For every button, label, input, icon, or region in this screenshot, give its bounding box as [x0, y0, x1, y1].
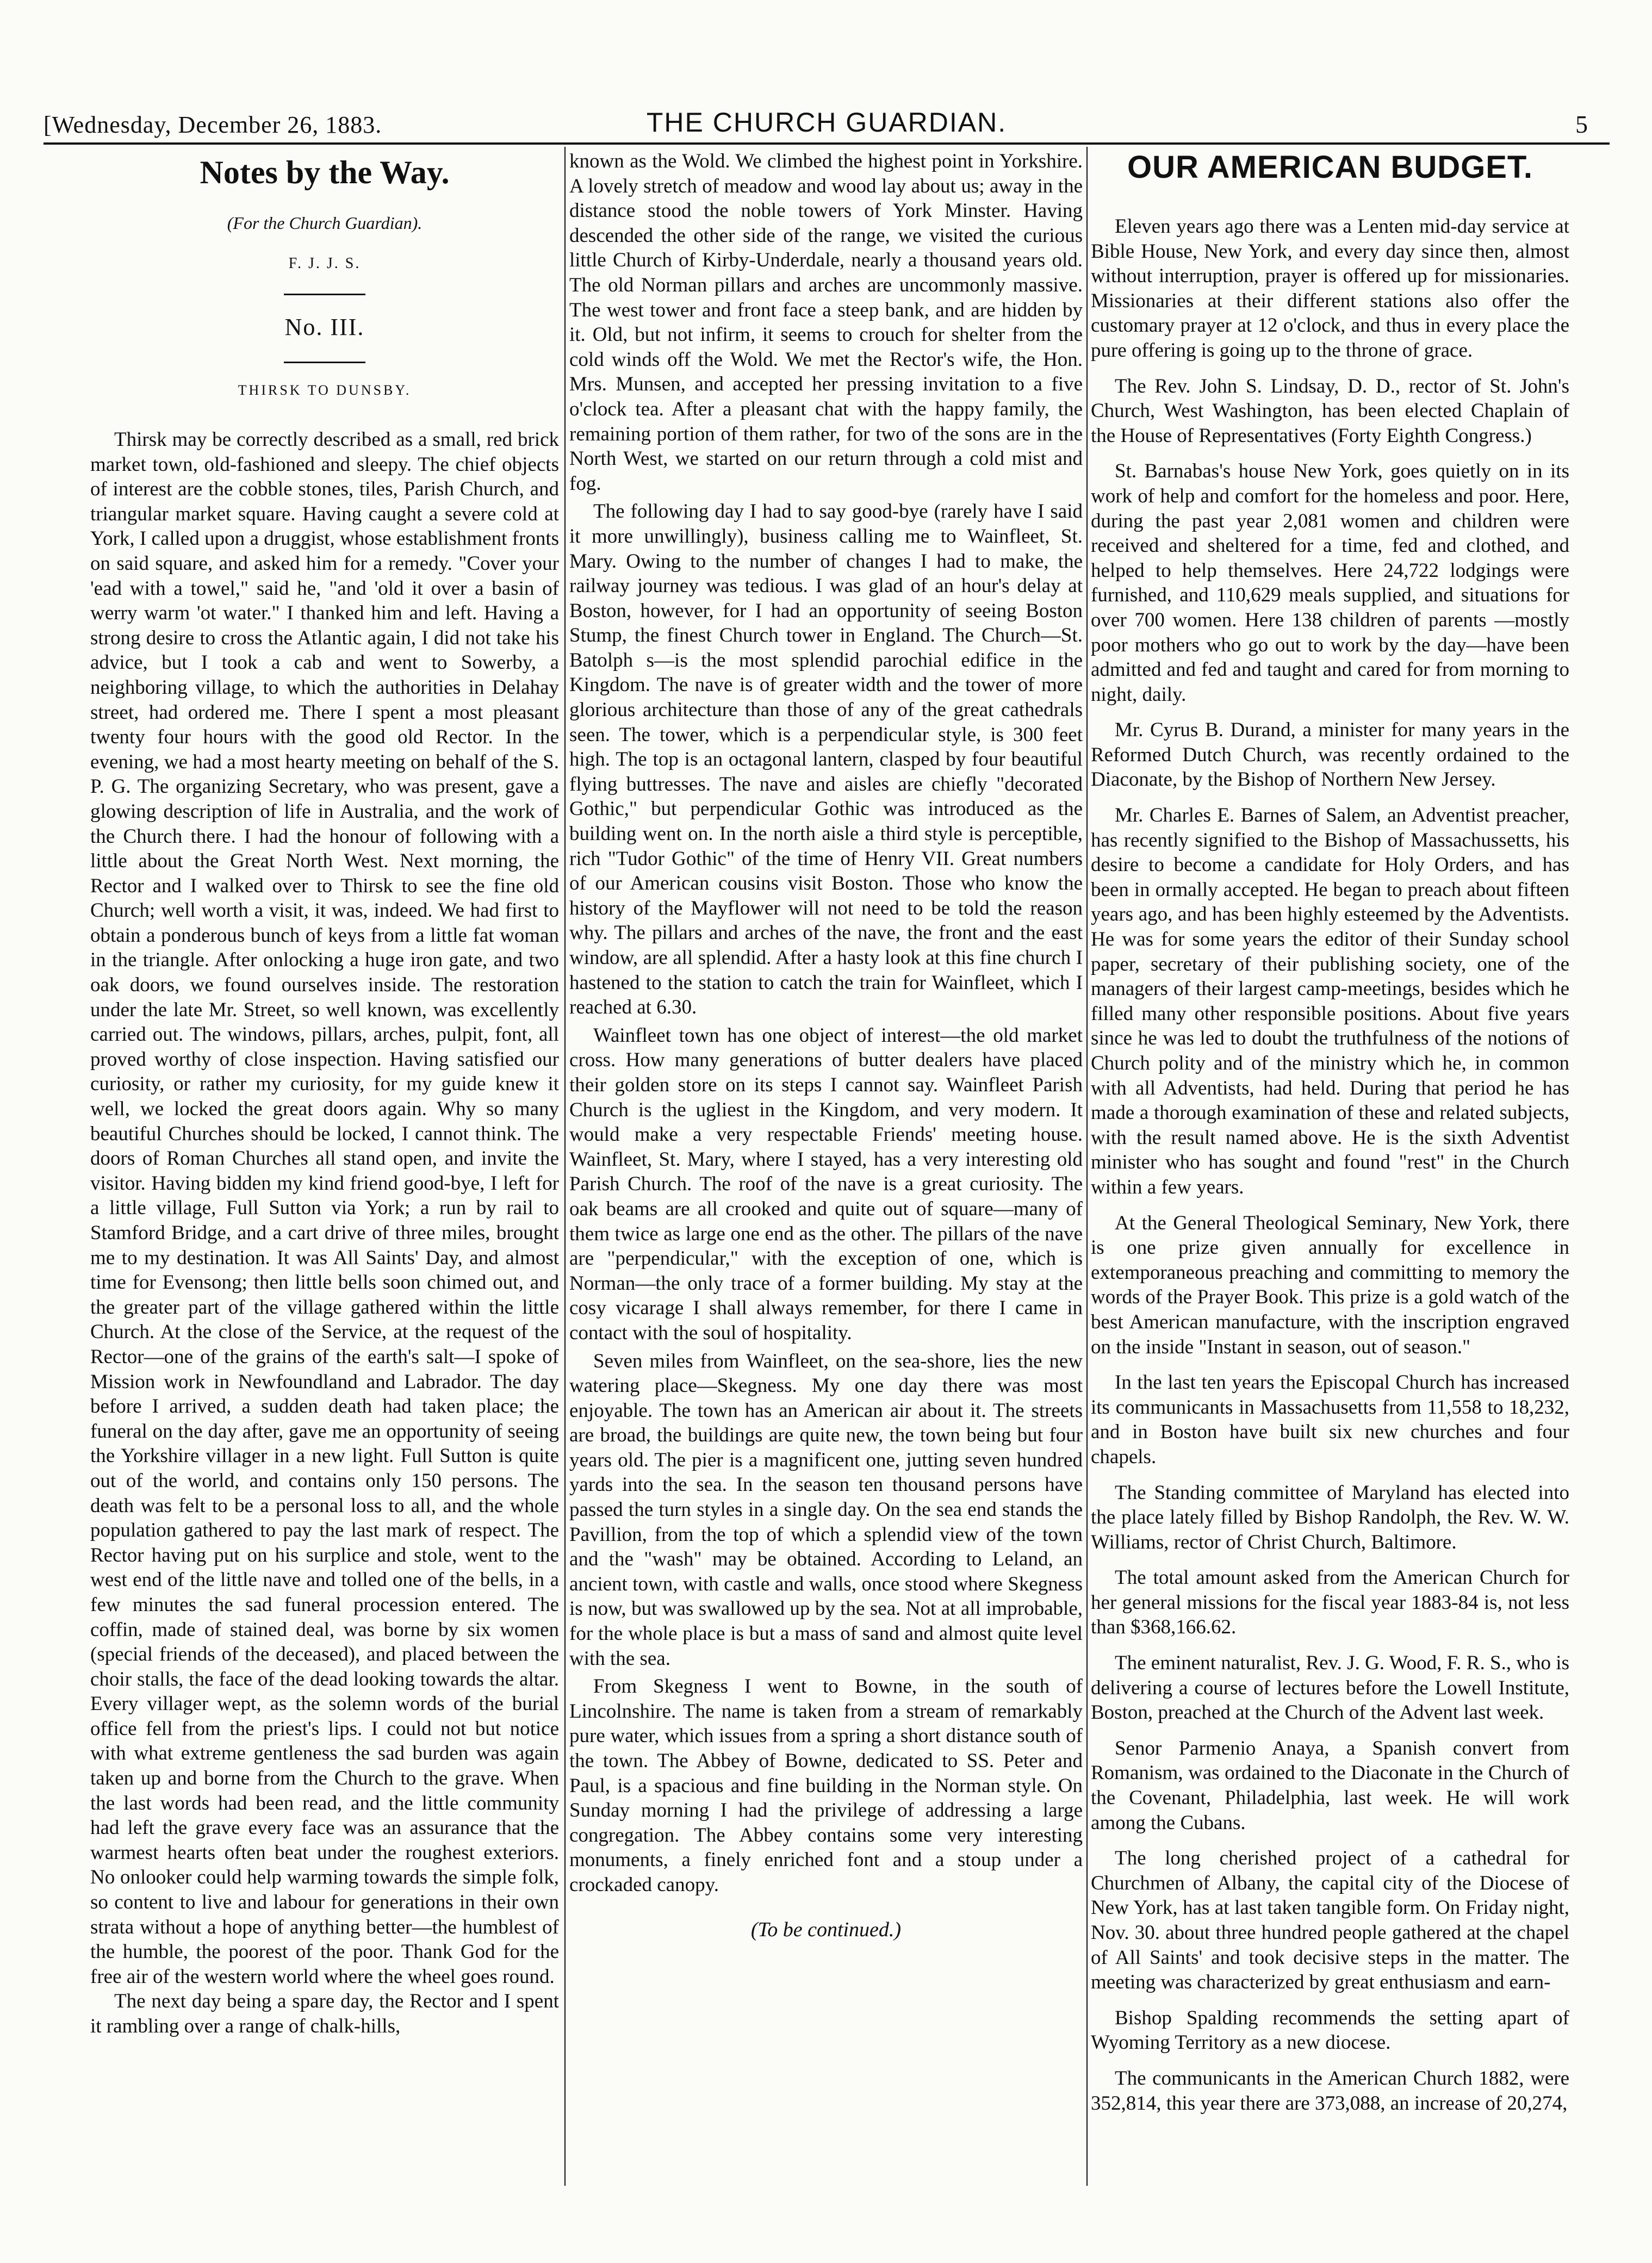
paragraph: At the General Theological Seminary, New York, there is one prize given annually for excellence in extemporaneous preaching and committing to memory the words of the Prayer Book. This prize is a gold watch of the best American manufacture, with the inscription engraved on the inside "Instant in season, out of season." — [1091, 1211, 1569, 1358]
page-number: 5 — [1575, 110, 1588, 138]
column-middle — [569, 149, 1083, 2204]
divider — [284, 294, 365, 295]
paragraph: The following day I had to say good-bye (rarely have I said it more unwillingly), business calling me to Wainfleet, St. Mary. Owing to the number of changes I had to make, the railway journey was tedious. I was glad of an hour's delay at Boston, however, for I had an opportunity of seeing Boston Stump, the finest Church tower in England. The Church—St. Batolph s—is the most splendid parochial edifice in the Kingdom. The nave is of greater width and the tower of more glorious architecture than those of any of the great cathedrals seen. The tower, which is a perpendicular style, is 300 feet high. The top is an octagonal lantern, clasped by four beautiful flying buttresses. The nave and aisles are chiefly "decorated Gothic," but perpendicular Gothic was introduced as the building went on. In the north aisle a third style is perceptible, rich "Tudor Gothic" of the time of Henry VII. Great numbers of our American cousins visit Boston. Those who know the history of the Mayflower will not need to be told the reason why. The pillars and arches of the nave, the front and the east window, are all splendid. After a hasty look at this fine church I hastened to the station to catch the train for Wainfleet, which I reached at 6.30. — [569, 500, 1083, 1019]
paragraph: The total amount asked from the American Church for her general missions for the fiscal year 1883-84 is, not less than $368,166.62. — [1091, 1566, 1569, 1639]
paragraph: The next day being a spare day, the Rector and I spent it rambling over a range of chalk-hills, — [90, 1990, 559, 2037]
paragraph: The long cherished project of a cathedral for Churchmen of Albany, the capital city of the Diocese of New York, has at last taken tangible form. On Friday night, Nov. 30. about three hundred people gathered at the chapel of All Saints' and took decisive steps in the matter. The meeting was characterized by great enthusiasm and earn- — [1091, 1847, 1569, 1994]
article-subtitle: (For the Church Guardian). — [227, 213, 423, 233]
issue-date: [Wednesday, December 26, 1883. — [44, 111, 382, 138]
article-title: Notes by the Way. — [200, 154, 450, 190]
header-rule — [44, 142, 1610, 145]
paragraph: From Skegness I went to Bowne, in the south of Lincolnshire. The name is taken from a stream of remarkably pure water, which issues from a spring a short distance south of the town. The Abbey of Bowne, dedicated to SS. Peter and Paul, is a spacious and fine building in the Norman style. On Sunday morning I had the privilege of addressing a large congregation. The Abbey contains some very interesting monuments, a finely enriched font and a stoup under a crockaded canopy. — [569, 1675, 1083, 1896]
paragraph: Wainfleet town has one object of interest—the old market cross. How many generations of butter dealers have placed their golden store on its steps I cannot say. Wainfleet Parish Church is the ugliest in the Kingdom, and very modern. It would make a very respectable Friends' meeting house. Wainfleet, St. Mary, where I stayed, has a very interesting old Parish Church. The roof of the nave is a great curiosity. The oak beams are all crooked and quite out of square—many of them twice as large one end as the other. The pillars of the nave are "perpendicular," with the exception of one, which is Norman—the only trace of a former building. My stay at the cosy vicarage I shall always remember, for there I came in contact with the soul of hospitality. — [569, 1024, 1083, 1344]
page-header — [44, 107, 1610, 145]
paragraph: Mr. Cyrus B. Durand, a minister for many years in the Reformed Dutch Church, was recently ordained to the Diaconate, by the Bishop of Northern New Jersey. — [1091, 719, 1569, 791]
paragraph: known as the Wold. We climbed the highest point in Yorkshire. A lovely stretch of meadow and wood lay about us; away in the distance stood the noble towers of York Minster. Having descended the other side of the range, we visited the curious little Church of Kirby-Underdale, nearly a thousand years old. The old Norman pillars and arches are uncommonly massive. The west tower and front face a steep bank, and are hidden by it. Old, but not infirm, it seems to crouch for shelter from the cold winds off the Wold. We met the Rector's wife, the Hon. Mrs. Munsen, and accepted her pressing invitation to a five o'clock tea. After a pleasant chat with the happy family, the remaining portion of them rather, for two of the sons are in the North West, we started on our return through a cold mist and fog. — [569, 150, 1083, 495]
article-number: No. III. — [284, 314, 365, 340]
column-divider-left — [564, 147, 566, 2186]
paragraph: St. Barnabas's house New York, goes quietly on in its work of help and comfort for the homeless and poor. Here, during the past year 2,081 women and children were received and sheltered for a time, fed and clothed, and helped to help themselves. Here 24,722 lodgings were furnished, and 110,629 meals supplied, and situations for over 700 women. Here 138 children of parents —mostly poor mothers who go out to work by the day—have been admitted and fed and taught and cared for from morning to night, daily. — [1091, 460, 1569, 706]
paragraph: Senor Parmenio Anaya, a Spanish convert from Romanism, was ordained to the Diaconate in the Church of the Covenant, Philadelphia, last week. He will work among the Cubans. — [1091, 1737, 1569, 1834]
paragraph: Seven miles from Wainfleet, on the sea-shore, lies the new watering place—Skegness. My one day there was most enjoyable. The town has an American air about it. The streets are broad, the buildings are quite new, the town being but four years old. The pier is a magnificent one, jutting seven hundred yards into the sea. In the season ten thousand persons have passed the turn styles in a single day. On the sea end stands the Pavillion, from the top of which a splendid view of the town and the "wash" may be obtained. According to Leland, an ancient town, with castle and walls, once stood where Skegness is now, but was swallowed up by the sea. Not at all improbable, for the whole place is but a mass of sand and almost quite level with the sea. — [569, 1350, 1083, 1670]
paragraph: The Rev. John S. Lindsay, D. D., rector of St. John's Church, West Washington, has been elected Chaplain of the House of Representatives (Forty Eighth Congress.) — [1091, 375, 1569, 447]
column-divider-right — [1086, 147, 1088, 2186]
paragraph: The communicants in the American Church 1882, were 352,814, this year there are 373,088, an increase of 20,274, — [1091, 2067, 1569, 2115]
paragraph: Eleven years ago there was a Lenten mid-day service at Bible House, New York, and every day since then, almost without interruption, prayer is offered up for missionaries. Missionaries at their different stations also offer the customary prayer at 12 o'clock, and thus in every place the pure offering is going up to the throne of grace. — [1091, 215, 1569, 362]
column-left — [90, 149, 559, 2204]
article-place: THIRSK TO DUNSBY. — [238, 382, 412, 398]
to-be-continued: (To be continued.) — [750, 1918, 902, 1941]
column-right — [1091, 149, 1569, 2204]
paragraph: Bishop Spalding recommends the setting apart of Wyoming Territory as a new diocese. — [1091, 2006, 1569, 2054]
paragraph: In the last ten years the Episcopal Church has increased its communicants in Massachusetts from 11,558 to 18,232, and in Boston have built six new churches and four chapels. — [1091, 1371, 1569, 1468]
paragraph: The eminent naturalist, Rev. J. G. Wood, F. R. S., who is delivering a course of lectures before the Lowell Institute, Boston, preached at the Church of the Advent last week. — [1091, 1652, 1569, 1724]
paragraph: Thirsk may be correctly described as a small, red brick market town, old-fashioned and sleepy. The chief objects of interest are the cobble stones, tiles, Parish Church, and triangular market square. Having caught a severe cold at York, I called upon a druggist, whose establishment fronts on said square, and asked him for a remedy. "Cover your 'ead with a towel," said he, "and 'old it over a basin of werry warm 'ot water." I thanked him and left. Having a strong desire to cross the Atlantic again, I did not take his advice, but I took a cab and went to Sowerby, a neighboring village, to which the authorities in Delahay street, had ordered me. There I spent a most pleasant twenty four hours with the good old Rector. In the evening, we had a most hearty meeting on behalf of the S. P. G. The organizing Secretary, who was present, gave a glowing description of life in Australia, and the work of the Church there. I had the honour of following with a little about the Great North West. Next morning, the Rector and I walked over to Thirsk to see the fine old Church; well worth a visit, it was, indeed. We had first to obtain a ponderous bunch of keys from a little fat woman in the triangle. After onlocking a huge iron gate, and two oak doors, we found ourselves inside. The restoration under the late Mr. Street, so well known, was excellently carried out. The windows, pillars, arches, pulpit, font, all proved worthy of close inspection. Having satisfied our curiosity, or rather my curiosity, for my guide knew it well, we locked the great doors again. Why so many beautiful Churches should be locked, I cannot think. The doors of Roman Churches all stand open, and invite the visitor. Having bidden my kind friend good-bye, I left for a little village, Full Sutton via York; a run by rail to Stamford Bridge, and a cart drive of three miles, brought me to my destination. It was All Saints' Day, and almost time for Evensong; then little bells soon chimed out, and the greater part of the village gathered within the little Church. At the close of the Service, at the request of the Rector—one of the grains of the earth's salt—I spoke of Mission work in Newfoundland and Labrador. The day before I arrived, a sudden death had taken place; the funeral on the day after, gave me an opportunity of seeing the Yorkshire villager in a new light. Full Sutton is quite out of the world, and contains only 150 persons. The death was felt to be a personal loss to all, and the whole population gathered to pay the last mark of respect. The Rector having put on his surplice and stole, went to the west end of the little nave and tolled one of the bells, in a few minutes the sad funeral procession entered. The coffin, made of stained deal, was borne by six women (special friends of the deceased), and placed between the choir stalls, the face of the dead looking towards the altar. Every villager wept, as the solemn words of the burial office fell from the priest's lips. I could not but notice with what extreme gentleness the sad burden was again taken up and borne from the Church to the grave. When the last words had been read, and the little community had left the grave every face was an assurance that the warmest hearts often beat under the roughest exteriors. No onlooker could help warming towards the simple folk, so content to live and labour for generations in their own strata without a hope of anything better—the humblest of the humble, the poorest of the poor. Thank God for the free air of the western world where the wheel goes round. — [90, 428, 559, 1988]
newspaper-title: THE CHURCH GUARDIAN. — [646, 107, 1007, 138]
article-author: F. J. J. S. — [288, 255, 361, 272]
budget-title: OUR AMERICAN BUDGET. — [1127, 150, 1533, 185]
paragraph: Mr. Charles E. Barnes of Salem, an Adventist preacher, has recently signified to the Bishop of Massachussetts, his desire to become a candidate for Holy Orders, and has been in ormally accepted. He began to preach about fifteen years ago, and has been highly esteemed by the Adventists. He was for some years the editor of their Sunday school paper, secretary of their publishing society, one of the managers of their largest camp-meetings, besides which he filled many other responsible positions. About five years since he was led to doubt the truthfulness of the notions of Church polity and of the ministry which he, in common with all Adventists, had held. During that period he has made a thorough examination of these and related subjects, with the result named above. He is the sixth Adventist minister who has sought and found "rest" in the Church within a few years. — [1091, 804, 1569, 1198]
paragraph: The Standing committee of Maryland has elected into the place lately filled by Bishop Randolph, the Rev. W. W. Williams, rector of Christ Church, Baltimore. — [1091, 1481, 1569, 1553]
divider — [284, 362, 365, 363]
